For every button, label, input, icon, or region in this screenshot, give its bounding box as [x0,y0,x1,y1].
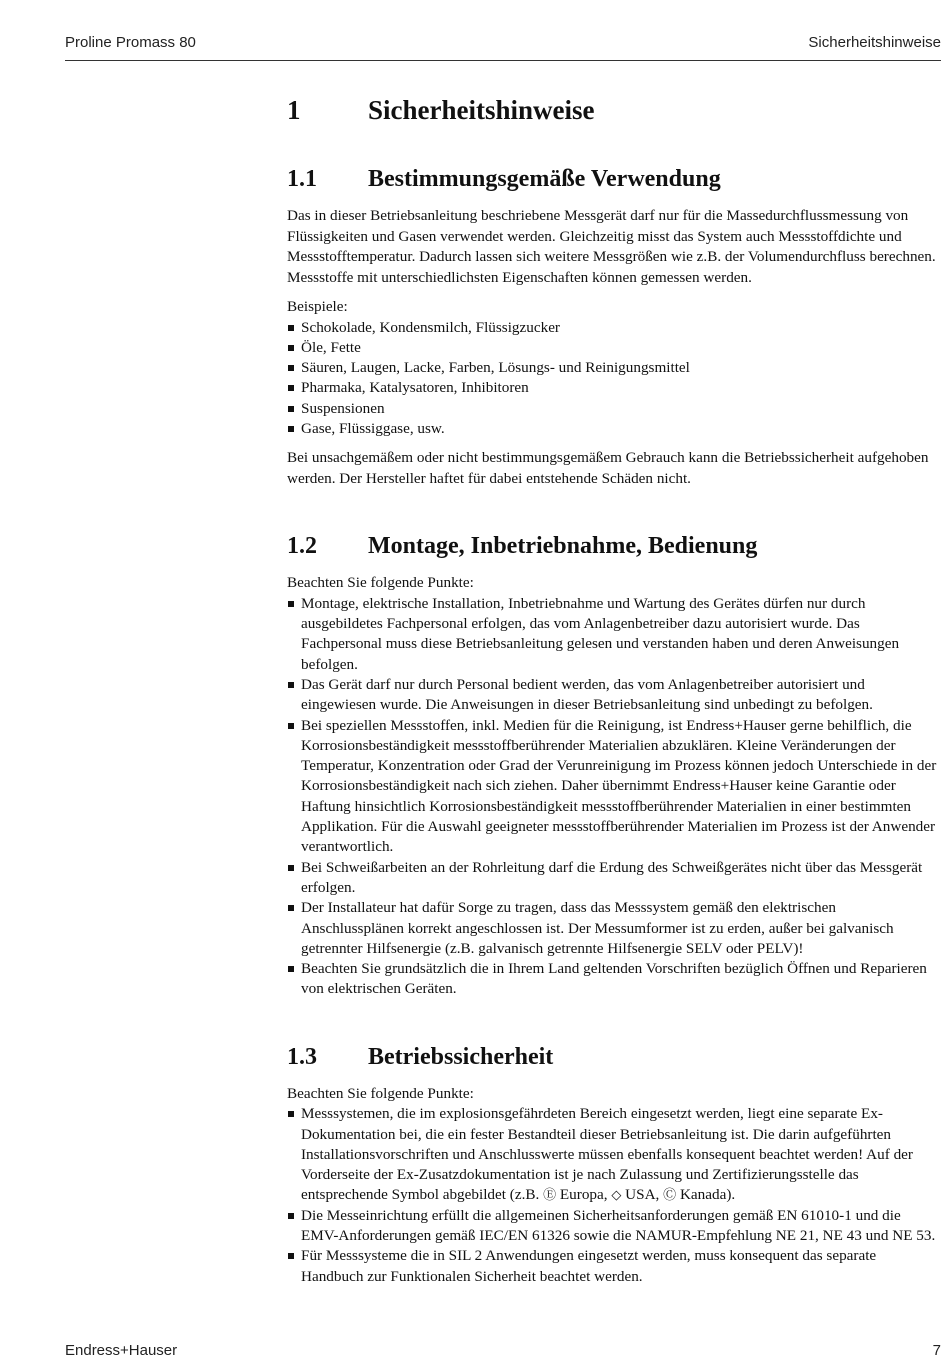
list-item-text: Das Gerät darf nur durch Personal bedient werden, das vom Anlagenbetreiber autorisiert und eingewiesen wurde. Die Anweisungen in dieser Betriebsanleitung sind unbedingt zu befolgen. [301,675,873,714]
chapter-heading [287,95,941,126]
list-item-text: Kanada). [679,1186,736,1204]
footer-company-name: Endress+Hauser [65,1342,178,1359]
list-item [287,1104,941,1205]
list-item [287,378,941,398]
bullet-icon [288,426,294,432]
list-item [287,419,941,439]
section-installation [287,533,941,999]
list-item-text: Pharmaka, Katalysatoren, Inhibitoren [301,379,529,397]
list-item-text: Bei Schweißarbeiten an der Rohrleitung darf die Erdung des Schweißgerätes nicht über das Messgerät erfolgen. [301,858,923,896]
fm-usa-symbol-icon: ◇ [611,1187,622,1203]
list-item [287,959,941,1000]
list-label: Beachten Sie folgende Punkte: [287,1084,474,1102]
list-item [287,318,941,338]
list-label: Beispiele: [287,298,348,315]
section-title: Betriebssicherheit [368,1043,554,1070]
section-heading [287,1044,941,1071]
csa-canada-symbol-icon: Ⓒ [663,1187,677,1203]
list-item-text: Der Installateur hat dafür Sorge zu tragen, dass das Messsystem gemäß den elektrischen Anschlussplänen korrekt angeschlossen ist. Der Messumformer ist zu erden, außer bei galvanisch getrennter Hilfsenergie (z.B. galvanisch getrennte Hilfsenergie SELV oder PELV)! [301,899,894,957]
list-item [287,338,941,358]
list-item [287,1246,941,1287]
list-item-text: Gase, Flüssiggase, usw. [301,419,445,437]
bullet-list [287,594,941,1000]
page-number: 7 [932,1342,941,1359]
bullet-icon [288,723,294,729]
page-footer [65,1342,941,1359]
list-item-text: Bei speziellen Messstoffen, inkl. Medien für die Reinigung, ist Endress+Hauser gerne behilflich, die Korrosionsbeständigkeit messstoffberührender Materialien abzuklären. Kleine Veränderungen der Temperatur, Konzentration oder Grad der Verunreinigung im Prozess können jedoch Unterschiede in der Korrosionsbeständigkeit nach sich ziehen. Daher übernimmt Endress+Hauser keine Garantie oder Haftung hinsichtlich Korrosionsbeständigkeit messstoffberührender Materialien in einer bestimmten Applikation. Für die Auswahl geeigneter messstoffberührender Materialien im Prozess ist der Anwender verantwortlich. [301,716,937,856]
bullet-icon [288,1253,294,1259]
ex-europe-symbol-icon: Ⓔ [543,1187,557,1203]
list-item [287,675,941,716]
bullet-icon [288,365,294,371]
page-content [287,95,941,1331]
header-product-name: Proline Promass 80 [65,34,196,51]
list-item [287,898,941,959]
section-paragraph: Bei unsachgemäßem oder nicht bestimmungsgemäßem Gebrauch kann die Betriebssicherheit aufgehoben werden. Der Hersteller haftet für dabei entstehende Schäden nicht. [287,449,929,487]
list-item-text: Säuren, Laugen, Lacke, Farben, Lösungs- und Reinigungsmittel [301,359,690,377]
chapter-title: Sicherheitshinweise [368,95,595,125]
bullet-icon [288,1213,294,1219]
bullet-list [287,318,941,440]
bullet-icon [288,1111,294,1117]
section-number: 1.2 [287,533,317,560]
section-number: 1.3 [287,1043,317,1070]
section-paragraph: Das in dieser Betriebsanleitung beschriebene Messgerät darf nur für die Massedurchflussmessung von Flüssigkeiten und Gasen verwendet werden. Gleichzeitig misst das System auch Messstoffdichte und Messstofftemperatur. Dadurch lassen sich weitere Messgrößen wie z.B. der Volumendurchfluss berechnen. Messstoffe mit unterschiedlichsten Eigenschaften können gemessen werden. [287,207,936,286]
list-label: Beachten Sie folgende Punkte: [287,574,474,592]
section-operational-safety [287,1044,941,1287]
list-item [287,358,941,378]
list-item [287,399,941,419]
bullet-icon [288,385,294,391]
list-item-text: Beachten Sie grundsätzlich die in Ihrem Land geltenden Vorschriften bezüglich Öffnen und Reparieren von elektrischen Geräten. [301,960,927,998]
bullet-icon [288,966,294,972]
bullet-icon [288,406,294,412]
bullet-icon [288,682,294,688]
list-item-text: Europa, [559,1186,608,1204]
bullet-icon [288,345,294,351]
section-number: 1.1 [287,166,317,192]
section-title: Montage, Inbetriebnahme, Bedienung [368,533,758,560]
header-chapter-name: Sicherheitshinweise [808,34,941,51]
list-item [287,716,941,858]
bullet-icon [288,325,294,331]
bullet-icon [288,865,294,871]
chapter-number: 1 [287,95,301,125]
bullet-icon [288,601,294,607]
list-item-text: Montage, elektrische Installation, Inbetriebnahme und Wartung des Gerätes dürfen nur durch ausgebildetes Fachpersonal erfolgen, das vom Anlagenbetreiber dazu autorisiert wurde. Das Fachpersonal muss diese Betriebsanleitung gelesen und verstanden haben und deren Anweisungen befolgen. [301,594,900,673]
page-header [65,30,941,61]
section-title: Bestimmungsgemäße Verwendung [368,166,721,192]
list-item-text: USA, [625,1186,660,1204]
list-item [287,858,941,899]
list-item-text: Messsystemen, die im explosionsgefährdeten Bereich eingesetzt werden, liegt eine separate Ex-Dokumentation bei, die ein fester Bestandteil dieser Betriebsanleitung ist. Die darin aufgeführten Installationsvorschriften und Anschlusswerte müssen ebenfalls konsequent beachtet werden! Auf der Vorderseite der Ex-Zusatzdokumentation ist je nach Zulassung und Zertifizierungsstelle das entsprechende Symbol abgebildet (z.B. [301,1105,913,1204]
list-item-text: Für Messsysteme die in SIL 2 Anwendungen eingesetzt werden, muss konsequent das separate Handbuch zur Funktionalen Sicherheit beachtet werden. [301,1247,877,1285]
section-heading [287,533,941,560]
list-item [287,594,941,675]
list-item-text: Suspensionen [301,399,385,417]
list-item-text: Öle, Fette [301,338,361,356]
bullet-icon [288,905,294,911]
section-heading [287,166,941,193]
section-intended-use [287,166,941,489]
bullet-list [287,1104,941,1287]
list-item [287,1206,941,1247]
list-item-text: Schokolade, Kondensmilch, Flüssigzucker [301,318,560,336]
list-item-text: Die Messeinrichtung erfüllt die allgemeinen Sicherheitsanforderungen gemäß EN 61010-1 und die EMV-Anforderungen gemäß IEC/EN 61326 sowie die NAMUR-Empfehlung NE 21, NE 43 und NE 53. [301,1206,936,1244]
